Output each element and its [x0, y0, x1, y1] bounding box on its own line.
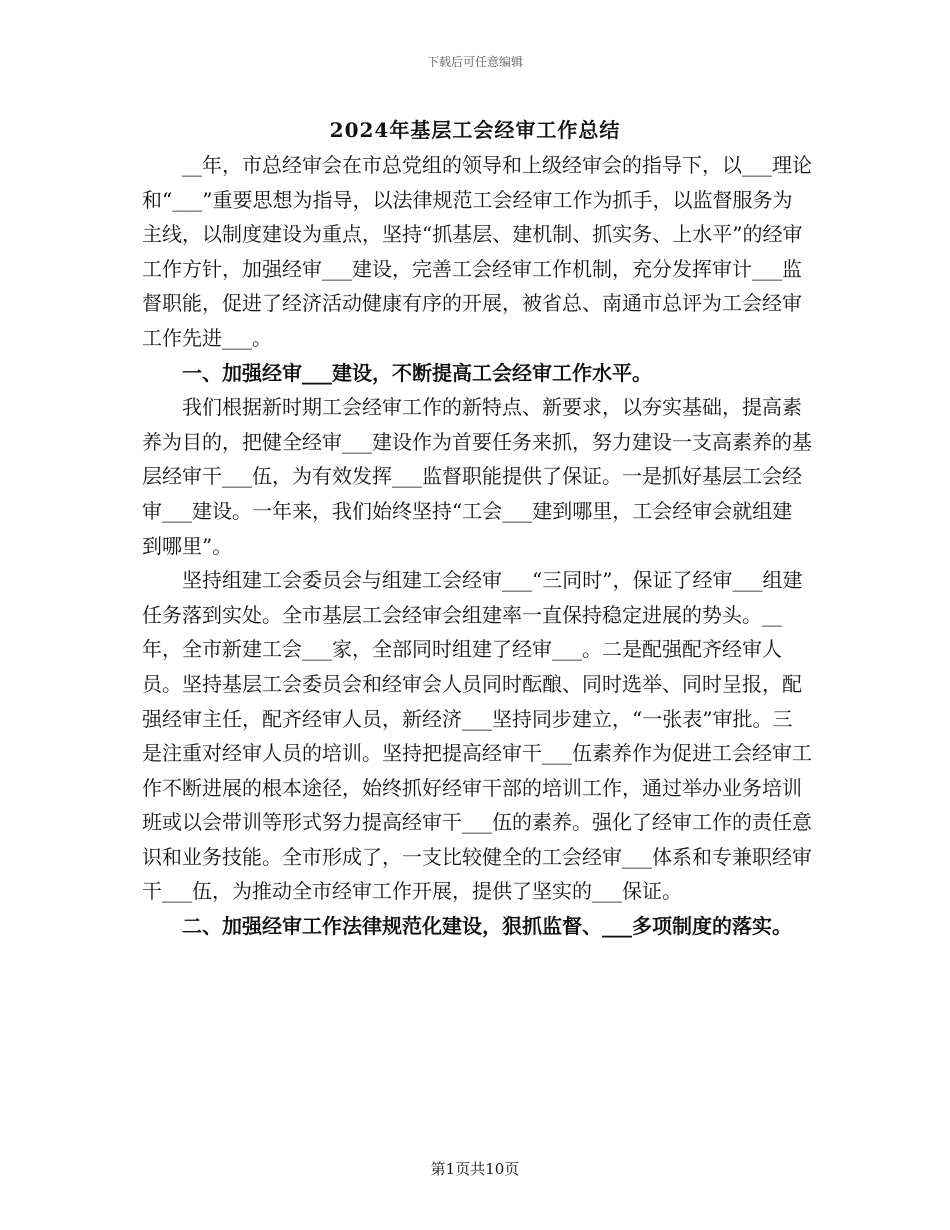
body-paragraph: 我们根据新时期工会经审工作的新特点、新要求，以夯实基础，提高素养为目的，把健全经审___建设作为首要任务来抓，努力建设一支高素养的基层经审干___伍，为有效发挥___监督职能提供了保证。一是抓好基层工会经审___建设。一年来，我们始终坚持“工会___建到哪里，工会经审会就组建到哪里”。 [142, 395, 812, 558]
page-footer: 第1页共10页 [430, 1160, 520, 1178]
page-header-note: 下载后可任意编辑 [426, 55, 523, 69]
section-heading-1: 一、加强经审___建设，不断提高工会经审工作水平。 [182, 360, 652, 385]
document-title: 2024年基层工会经审工作总结 [329, 118, 621, 142]
document-body [142, 148, 812, 944]
intro-paragraph: __年，市总经审会在市总党组的领导和上级经审会的指导下，以___理论和“___”重要思想为指导，以法律规范工会经审工作为抓手，以监督服务为主线，以制度建设为重点，坚持“抓基层、建机制、抓实务、上水平”的经审工作方针，加强经审___建设，完善工会经审工作机制，充分发挥审计___监督职能，促进了经济活动健康有序的开展，被省总、南通市总评为工会经审工作先进___。 [142, 153, 812, 350]
body-paragraph: 坚持组建工会委员会与组建工会经审___“三同时”，保证了经审___组建任务落到实处。全市基层工会经审会组建率一直保持稳定进展的势头。__年，全市新建工会___家，全部同时组建了经审___。二是配强配齐经审人员。坚持基层工会委员会和经审会人员同时酝酿、同时选举、同时呈报，配强经审主任，配齐经审人员，新经济___坚持同步建立，“一张表”审批。三是注重对经审人员的培训。坚持把提高经审干___伍素养作为促进工会经审工作不断进展的根本途径，始终抓好经审干部的培训工作，通过举办业务培训班或以会带训等形式努力提高经审干___伍的素养。强化了经审工作的责任意识和业务技能。全市形成了，一支比较健全的工会经审___体系和专兼职经审干___伍，为推动全市经审工作开展，提供了坚实的___保证。 [142, 568, 812, 904]
section-heading-2: 二、加强经审工作法律规范化建设，狠抓监督、___多项制度的落实。 [182, 914, 792, 939]
